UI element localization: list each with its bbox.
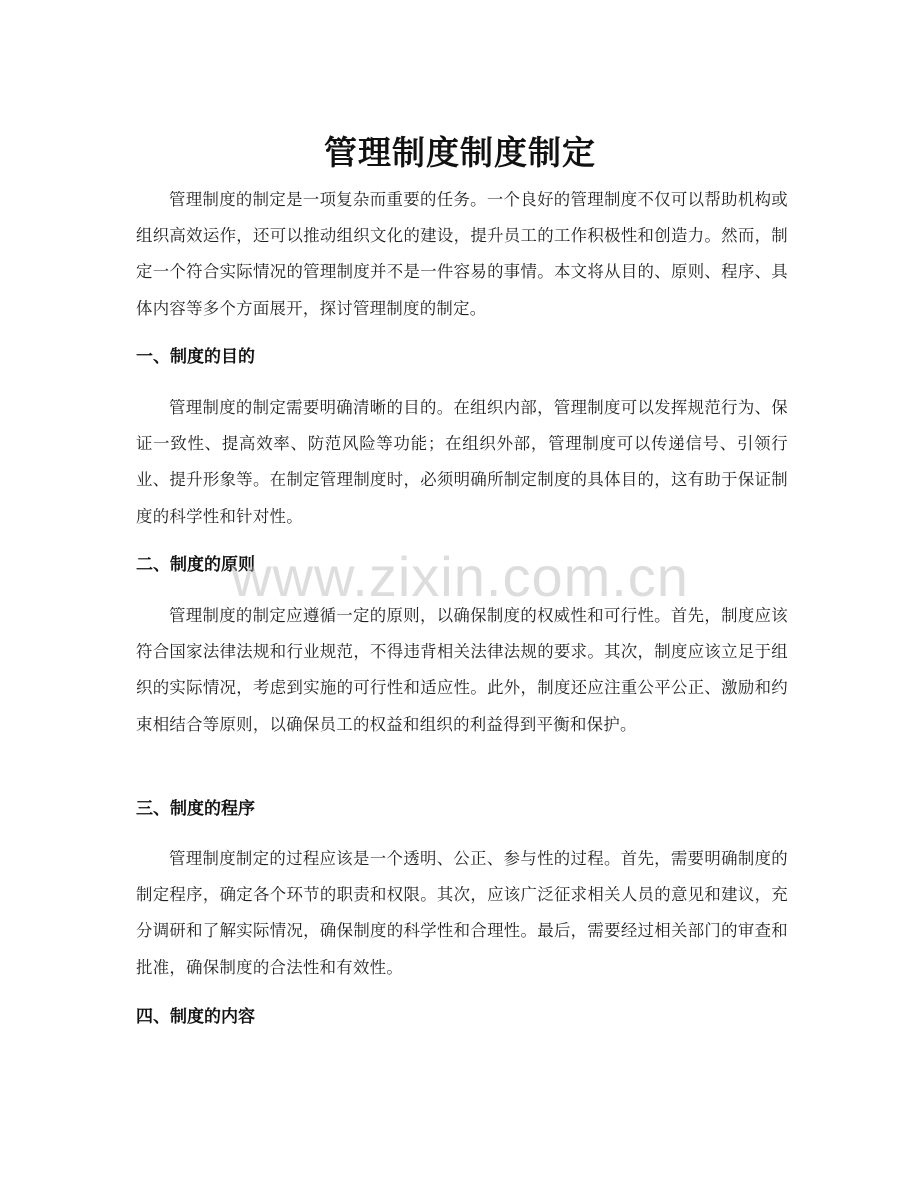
intro-paragraph: 管理制度的制定是一项复杂而重要的任务。一个良好的管理制度不仅可以帮助机构或组织高效运作，还可以推动组织文化的建设，提升员工的工作积极性和创造力。然而，制定一个符合实际情况的管理制度并不是一件容易的事情。本文将从目的、原则、程序、具体内容等多个方面展开，探讨管理制度的制定。 xyxy=(136,190,788,318)
watermark: www.zixin.com.cn xyxy=(231,545,689,608)
section-heading-principles: 二、制度的原则 xyxy=(136,555,255,575)
section-heading-content: 四、制度的内容 xyxy=(136,1007,255,1027)
section-body-principles: 管理制度的制定应遵循一定的原则，以确保制度的权威性和可行性。首先，制度应该符合国家法律法规和行业规范，不得违背相关法律法规的要求。其次，制度应该立足于组织的实际情况，考虑到实施的可行性和适应性。此外，制度还应注重公平公正、激励和约束相结合等原则，以确保员工的权益和组织的利益得到平衡和保护。 xyxy=(136,606,788,734)
section-heading-purpose: 一、制度的目的 xyxy=(136,347,255,367)
section-heading-procedure: 三、制度的程序 xyxy=(136,799,255,819)
document-title: 管理制度制度制定 xyxy=(324,133,596,173)
section-body-purpose: 管理制度的制定需要明确清晰的目的。在组织内部，管理制度可以发挥规范行为、保证一致性、提高效率、防范风险等功能；在组织外部，管理制度可以传递信号、引领行业、提升形象等。在制定管理制度时，必须明确所制定制度的具体目的，这有助于保证制度的科学性和针对性。 xyxy=(136,398,788,526)
section-body-procedure: 管理制度制定的过程应该是一个透明、公正、参与性的过程。首先，需要明确制度的制定程序，确定各个环节的职责和权限。其次，应该广泛征求相关人员的意见和建议，充分调研和了解实际情况，确保制度的科学性和合理性。最后，需要经过相关部门的审查和批准，确保制度的合法性和有效性。 xyxy=(136,849,788,977)
